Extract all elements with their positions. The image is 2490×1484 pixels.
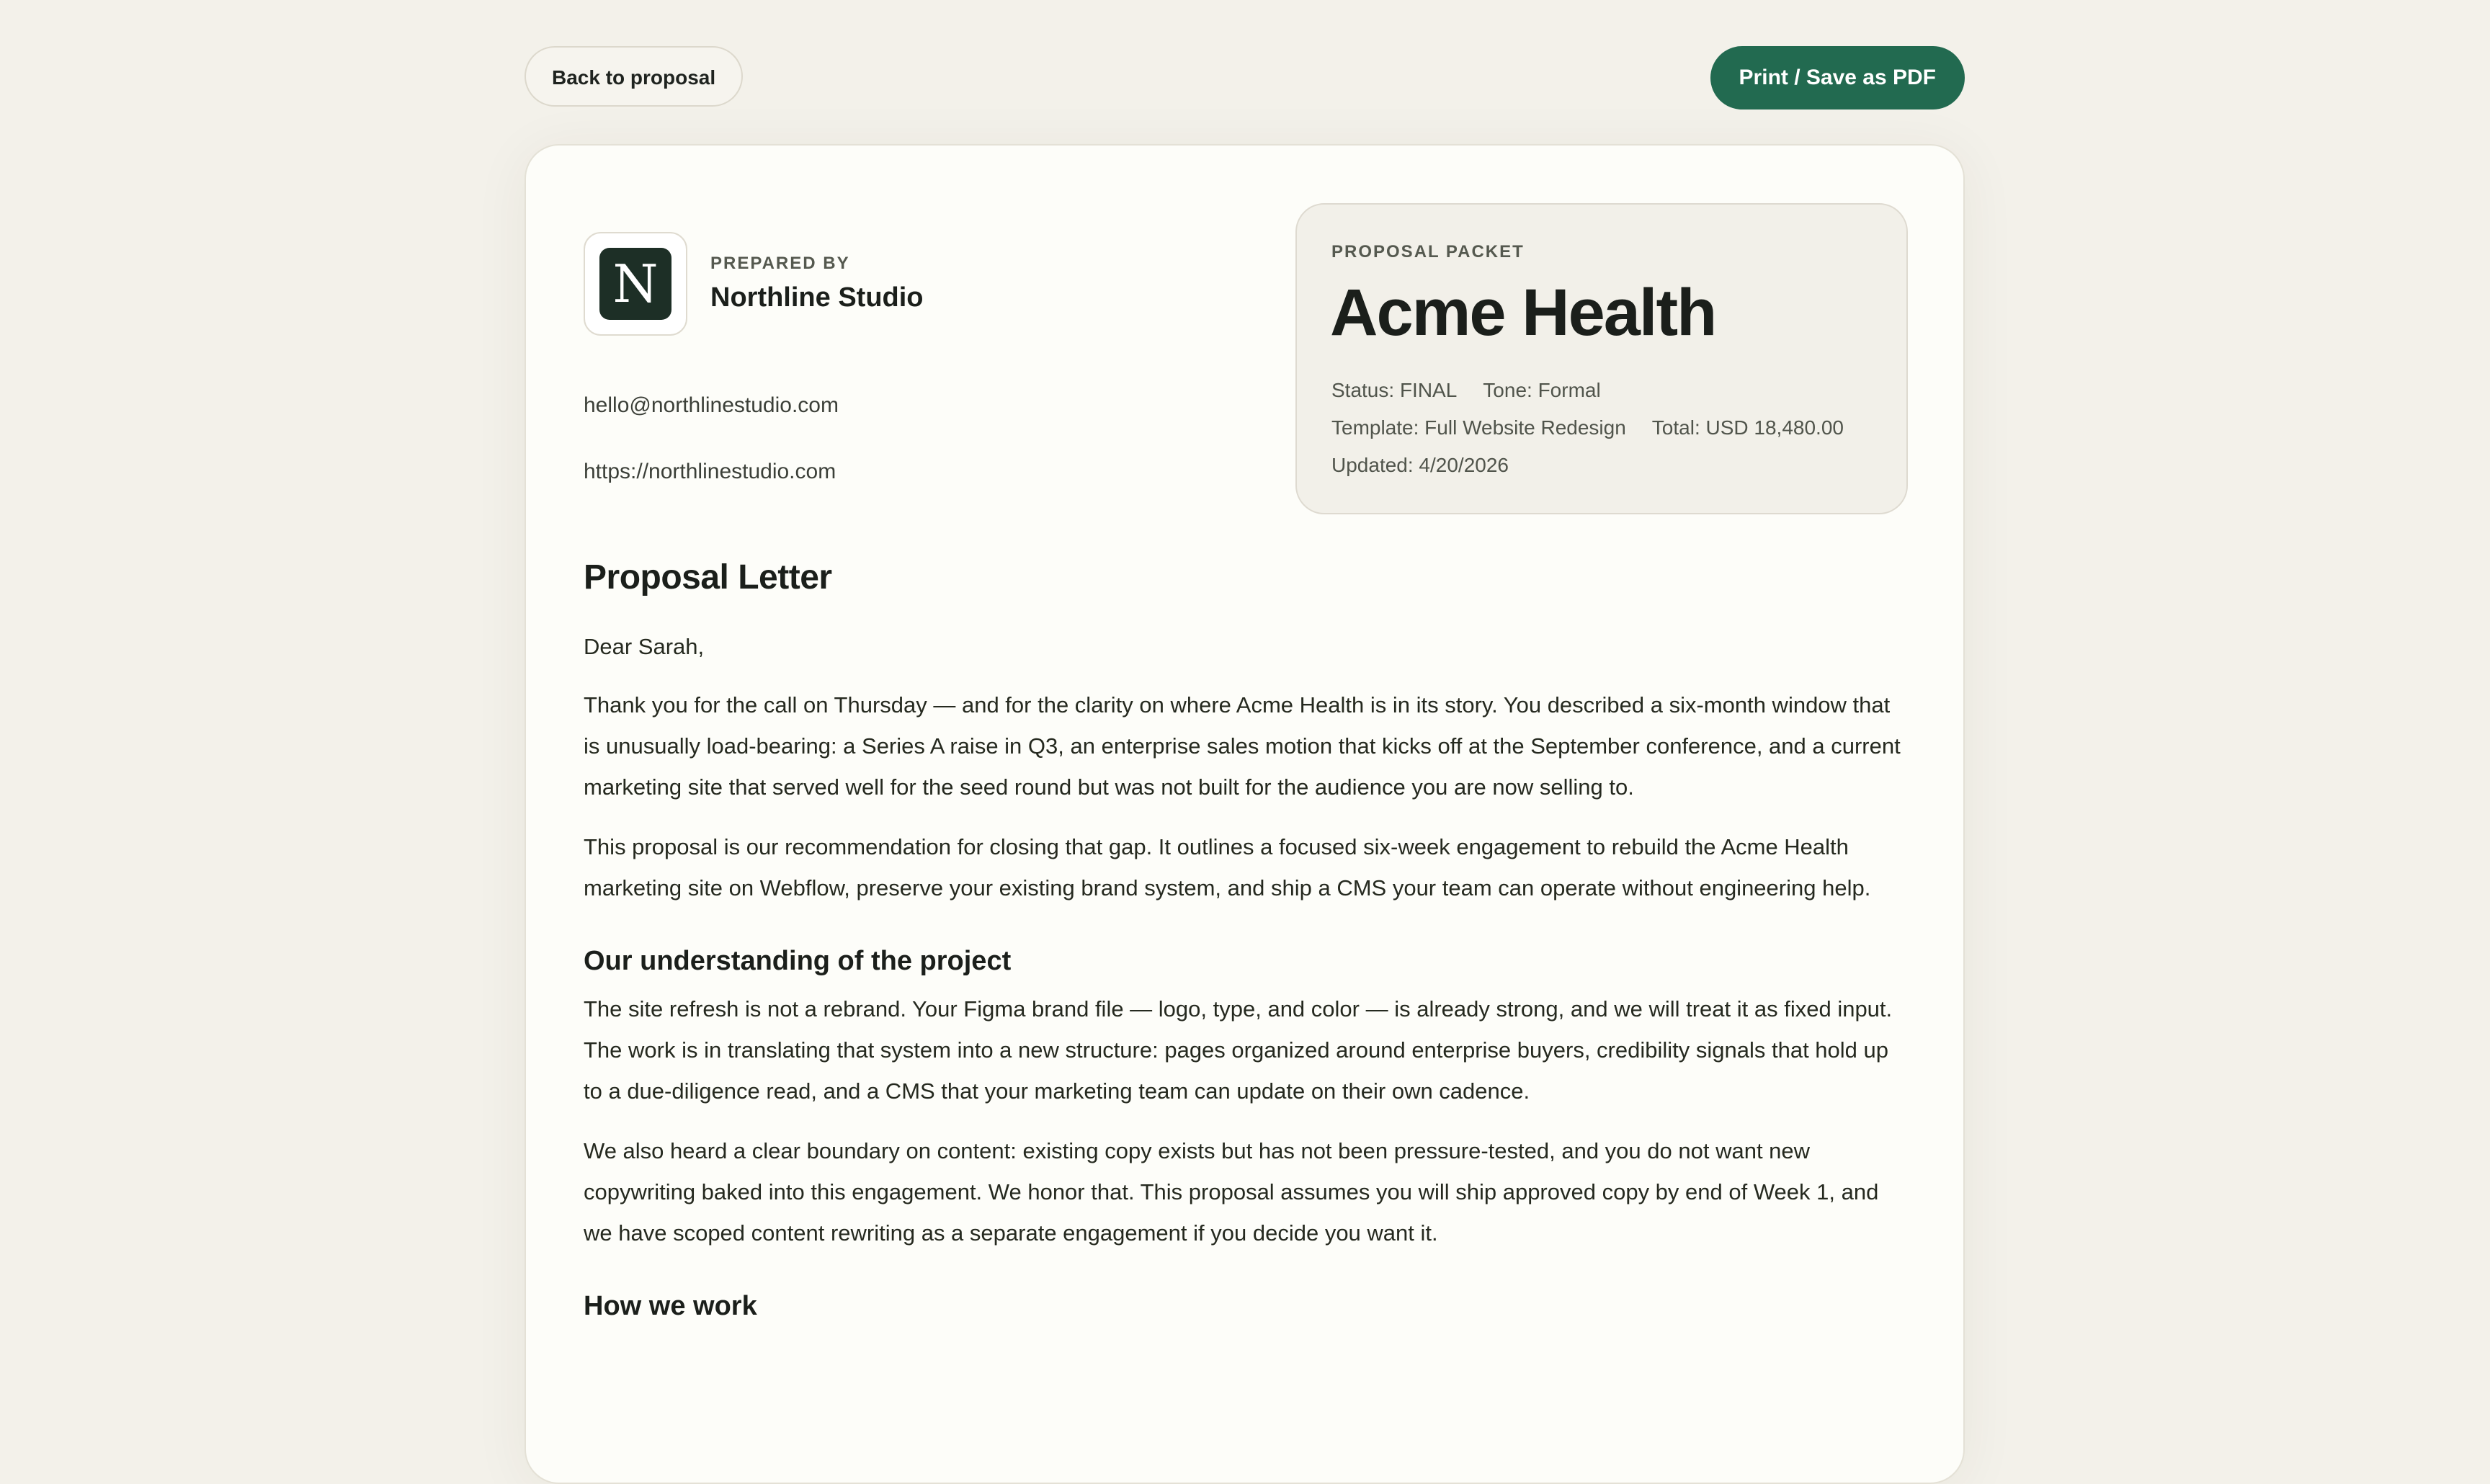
letter-paragraph: This proposal is our recommendation for closing that gap. It outlines a focused six-week engagement to rebuild the Acme Health marketing site on Webflow, preserve your existing brand system, and ship a CMS your team can operate without engineering help. bbox=[584, 834, 1871, 900]
print-save-pdf-button[interactable]: Print / Save as PDF bbox=[1710, 46, 1965, 109]
section-heading-how-we-work: How we work bbox=[584, 1291, 757, 1321]
status-value: Status: FINAL bbox=[1331, 379, 1458, 401]
letter-paragraph: The site refresh is not a rebrand. Your Figma brand file — logo, type, and color — is already strong, and we will treat it as fixed input. The work is in translating that system into a new structure: pages organized around enterprise buyers, credibility signals that hold up to a due-diligence read, and a CMS that your marketing team can update on their own cadence. bbox=[584, 996, 1893, 1104]
packet-meta-row bbox=[1331, 379, 1601, 402]
tone-value: Tone: Formal bbox=[1483, 379, 1601, 401]
packet-meta-row bbox=[1331, 416, 1844, 439]
letter-paragraph: We also heard a clear boundary on content: existing copy exists but has not been pressure-tested, and you do not want new copywriting baked into this engagement. We honor that. This proposal assumes you will ship approved copy by end of Week 1, and we have scoped content rewriting as a separate engagement if you decide you want it. bbox=[584, 1138, 1879, 1246]
studio-logo-mark: N bbox=[599, 248, 671, 320]
packet-meta-row bbox=[1331, 454, 1509, 477]
top-toolbar bbox=[525, 46, 1965, 109]
section-heading-understanding: Our understanding of the project bbox=[584, 946, 1012, 976]
studio-logo bbox=[584, 232, 687, 336]
total-value: Total: USD 18,480.00 bbox=[1651, 416, 1844, 439]
client-name: Acme Health bbox=[1330, 276, 1716, 349]
template-value: Template: Full Website Redesign bbox=[1331, 416, 1626, 439]
proposal-letter bbox=[584, 558, 1909, 1333]
studio-website: https://northlinestudio.com bbox=[584, 460, 836, 483]
back-to-proposal-button[interactable]: Back to proposal bbox=[525, 46, 743, 107]
packet-label: PROPOSAL PACKET bbox=[1331, 242, 1525, 262]
updated-value: Updated: 4/20/2026 bbox=[1331, 454, 1509, 476]
letter-paragraph: Thank you for the call on Thursday — and for the clarity on where Acme Health is in its story. You described a six-month window that is unusually load-bearing: a Series A raise in Q3, an enterprise sales motion that kicks off at the September conference, and a current marketing site that served well for the seed round but was not built for the audience you are now selling to. bbox=[584, 692, 1901, 800]
studio-email: hello@northlinestudio.com bbox=[584, 393, 839, 417]
proposal-packet-summary bbox=[1295, 203, 1908, 514]
letter-greeting: Dear Sarah, bbox=[584, 634, 705, 659]
prepared-by-label: PREPARED BY bbox=[710, 254, 850, 273]
letter-title: Proposal Letter bbox=[584, 558, 832, 596]
studio-name: Northline Studio bbox=[710, 282, 924, 313]
proposal-document-card bbox=[525, 144, 1965, 1484]
